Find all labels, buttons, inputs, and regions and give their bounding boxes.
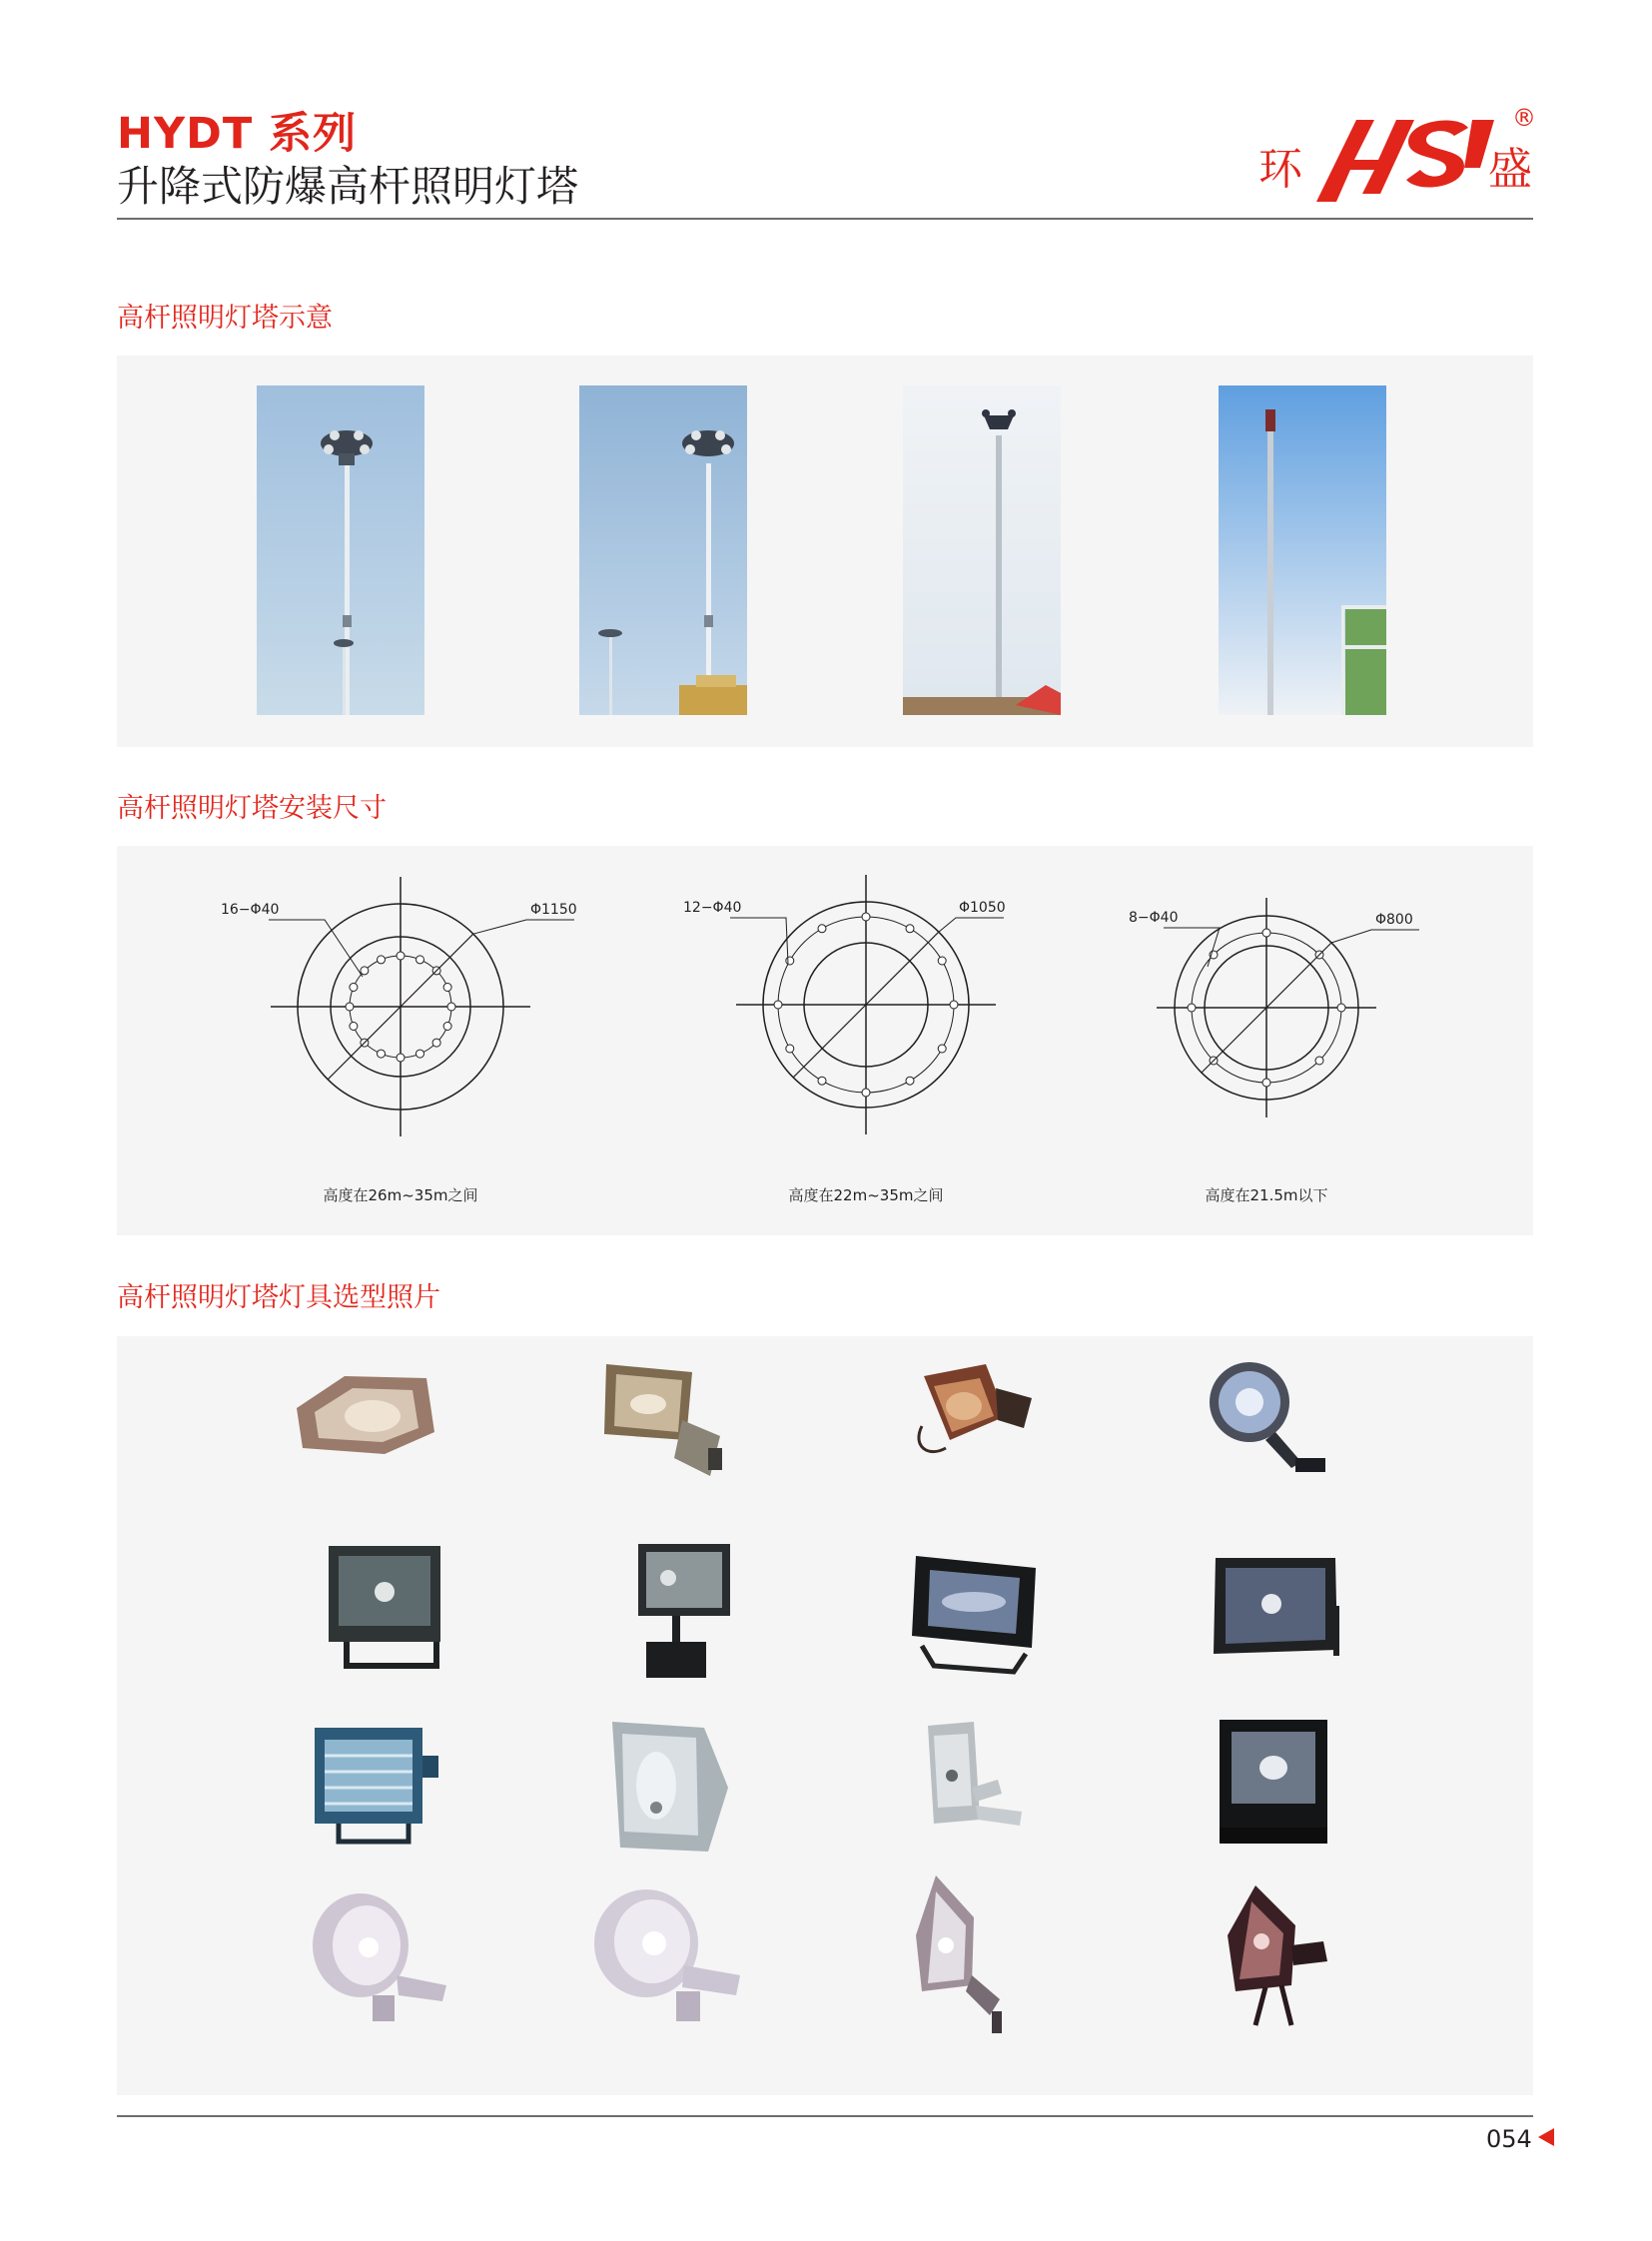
bolt-hole (416, 956, 424, 964)
bolt-hole (378, 1050, 386, 1058)
fixture-photo-12 (1220, 1720, 1327, 1844)
fixture-photo-4 (1210, 1362, 1325, 1472)
bolt-hole (346, 1003, 354, 1011)
holes-label: 16−Φ40 (221, 902, 280, 918)
bolt-hole (938, 1045, 946, 1053)
fixture-photo-16 (1228, 1885, 1327, 2025)
fixture-photo-13 (313, 1893, 446, 2021)
bolt-hole (786, 1045, 794, 1053)
fixture-photo-10 (612, 1722, 728, 1852)
page-number: 054 (1486, 2125, 1532, 2153)
fixture-photo-11 (928, 1722, 1022, 1826)
fixture-photo-1 (297, 1376, 434, 1454)
header-divider (117, 218, 1533, 220)
bolt-hole (950, 1001, 958, 1009)
fixture-photo-2 (604, 1364, 722, 1476)
dimension-panel (117, 846, 1533, 1235)
bolt-hole (443, 984, 451, 992)
fixture-photo-5 (329, 1546, 440, 1666)
holes-label: 8−Φ40 (1129, 910, 1179, 926)
bolt-hole (378, 956, 386, 964)
fixture-photo-8 (1214, 1558, 1339, 1656)
bolt-hole (906, 1077, 914, 1085)
tower-photo-4 (1219, 385, 1386, 715)
bolt-hole (447, 1003, 455, 1011)
flange-diagram-12-holes (683, 875, 1006, 1204)
bolt-hole (397, 1054, 405, 1062)
series-title: HYDT 系列 (117, 109, 358, 159)
footer-divider (117, 2115, 1533, 2117)
bolt-hole (397, 952, 405, 960)
bolt-hole (862, 913, 870, 921)
page-arrow-icon (1538, 2128, 1554, 2146)
bolt-hole (1262, 929, 1270, 937)
logo-left-char: 环 (1258, 144, 1302, 195)
tower-photo-3 (903, 385, 1061, 715)
fixture-photo-9 (315, 1728, 438, 1842)
diameter-label: Φ1050 (959, 900, 1006, 916)
product-title: 升降式防爆高杆照明灯塔 (117, 162, 579, 211)
flange-diagram-8-holes (1129, 898, 1419, 1204)
bolt-hole (818, 925, 826, 933)
fixture-photo-6 (638, 1544, 730, 1678)
fixture-photos-panel (117, 1336, 1533, 2095)
height-caption: 高度在26m~35m之间 (323, 1186, 478, 1204)
diameter-label: Φ1150 (530, 902, 577, 918)
bolt-hole (350, 1023, 358, 1031)
bolt-hole (938, 957, 946, 965)
bolt-hole (1188, 1004, 1196, 1012)
bolt-hole (862, 1089, 870, 1097)
bolt-hole (818, 1077, 826, 1085)
flange-diagram-16-holes (221, 877, 577, 1204)
bolt-hole (416, 1050, 424, 1058)
diameter-leader (473, 920, 574, 934)
tower-photos-panel (117, 356, 1533, 747)
fixture-photo-14 (594, 1889, 740, 2021)
holes-leader (730, 918, 788, 964)
diameter-leader (1331, 930, 1419, 943)
bolt-hole (1262, 1079, 1270, 1087)
tower-photo-2 (579, 385, 747, 715)
flange-diagrams (117, 846, 1533, 1235)
bolt-hole (361, 967, 369, 975)
bolt-hole (443, 1023, 451, 1031)
bolt-hole (350, 984, 358, 992)
section-title-towers: 高杆照明灯塔示意 (117, 303, 333, 334)
bolt-hole (774, 1001, 782, 1009)
bolt-hole (906, 925, 914, 933)
fixture-photo-7 (912, 1556, 1036, 1672)
height-caption: 高度在22m~35m之间 (788, 1186, 944, 1204)
section-title-dimensions: 高杆照明灯塔安装尺寸 (117, 793, 387, 824)
diameter-leader (939, 918, 1004, 932)
fixture-photo-3 (919, 1364, 1032, 1452)
fixture-photo-15 (916, 1875, 1002, 2033)
holes-label: 12−Φ40 (683, 900, 742, 916)
logo-right-char: 盛 (1488, 144, 1532, 195)
registered-mark: ® (1512, 104, 1536, 132)
bolt-hole (1315, 1057, 1323, 1065)
bolt-hole (786, 957, 794, 965)
tower-photo-1 (257, 385, 424, 715)
bolt-hole (1337, 1004, 1345, 1012)
bolt-hole (432, 1039, 440, 1047)
height-caption: 高度在21.5m以下 (1205, 1186, 1328, 1204)
section-title-fixtures: 高杆照明灯塔灯具选型照片 (117, 1282, 440, 1313)
company-logo (1258, 98, 1538, 208)
diameter-label: Φ800 (1375, 912, 1413, 928)
